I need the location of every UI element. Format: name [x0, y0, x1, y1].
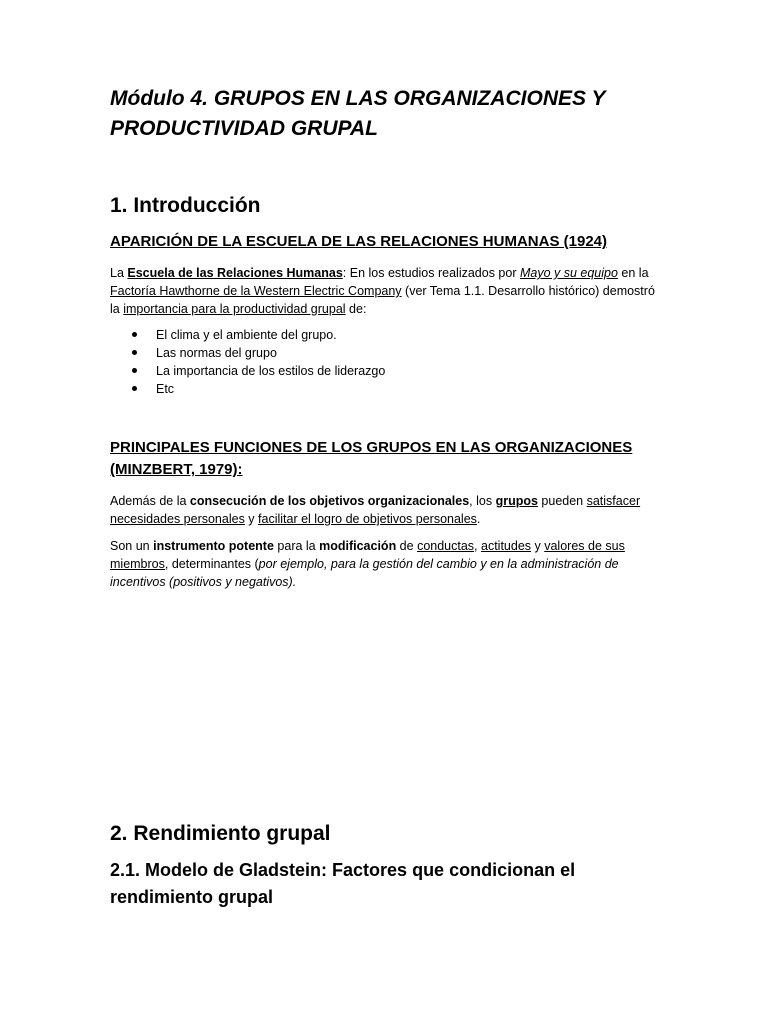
factors-list: [110, 326, 658, 398]
functions-paragraph: Además de la consecución de los objetivos organizacionales, los grupos pueden satisfacer necesidades personales y facilitar el logro de objetivos personales.: [110, 494, 641, 526]
list-item: Etc: [110, 380, 658, 398]
list-item: Las normas del grupo: [110, 344, 658, 362]
bullet-icon: [132, 368, 137, 373]
section-2-1-heading: 2.1. Modelo de Gladstein: Factores que condicionan el rendimiento grupal: [110, 860, 576, 907]
bullet-icon: [132, 332, 137, 337]
list-item: El clima y el ambiente del grupo.: [110, 326, 658, 344]
escuela-term: Escuela de las Relaciones Humanas: [127, 266, 343, 280]
bullet-icon: [132, 386, 137, 391]
intro-paragraph: La Escuela de las Relaciones Humanas: En los estudios realizados por Mayo y su equipo en la Factoría Hawthorne de la Western Electric Company (ver Tema 1.1. Desarrollo histórico) demostró la importancia para la productividad grupal de:: [110, 266, 655, 316]
instrument-paragraph: Son un instrumento potente para la modificación de conductas, actitudes y valores de sus miembros, determinantes (por ejemplo, para la gestión del cambio y en la administración de incentivos (positivos y negativos).: [110, 539, 625, 589]
section-1-heading: 1. Introducción: [110, 194, 261, 217]
escuela-heading: APARICIÓN DE LA ESCUELA DE LAS RELACIONES HUMANAS (1924): [110, 233, 607, 250]
mayo-term: Mayo y su equipo: [519, 266, 618, 280]
functions-heading: PRINCIPALES FUNCIONES DE LOS GRUPOS EN LAS ORGANIZACIONES (MINZBERT, 1979):: [110, 439, 633, 478]
bullet-icon: [132, 350, 137, 355]
document-title: Módulo 4. GRUPOS EN LAS ORGANIZACIONES Y PRODUCTIVIDAD GRUPAL: [110, 87, 606, 140]
importance-term: importancia para la productividad grupal: [123, 302, 346, 316]
section-2-heading: 2. Rendimiento grupal: [110, 822, 331, 845]
list-item: La importancia de los estilos de liderazgo: [110, 362, 658, 380]
factory-term: Factoría Hawthorne de la Western Electric Company: [110, 284, 402, 298]
